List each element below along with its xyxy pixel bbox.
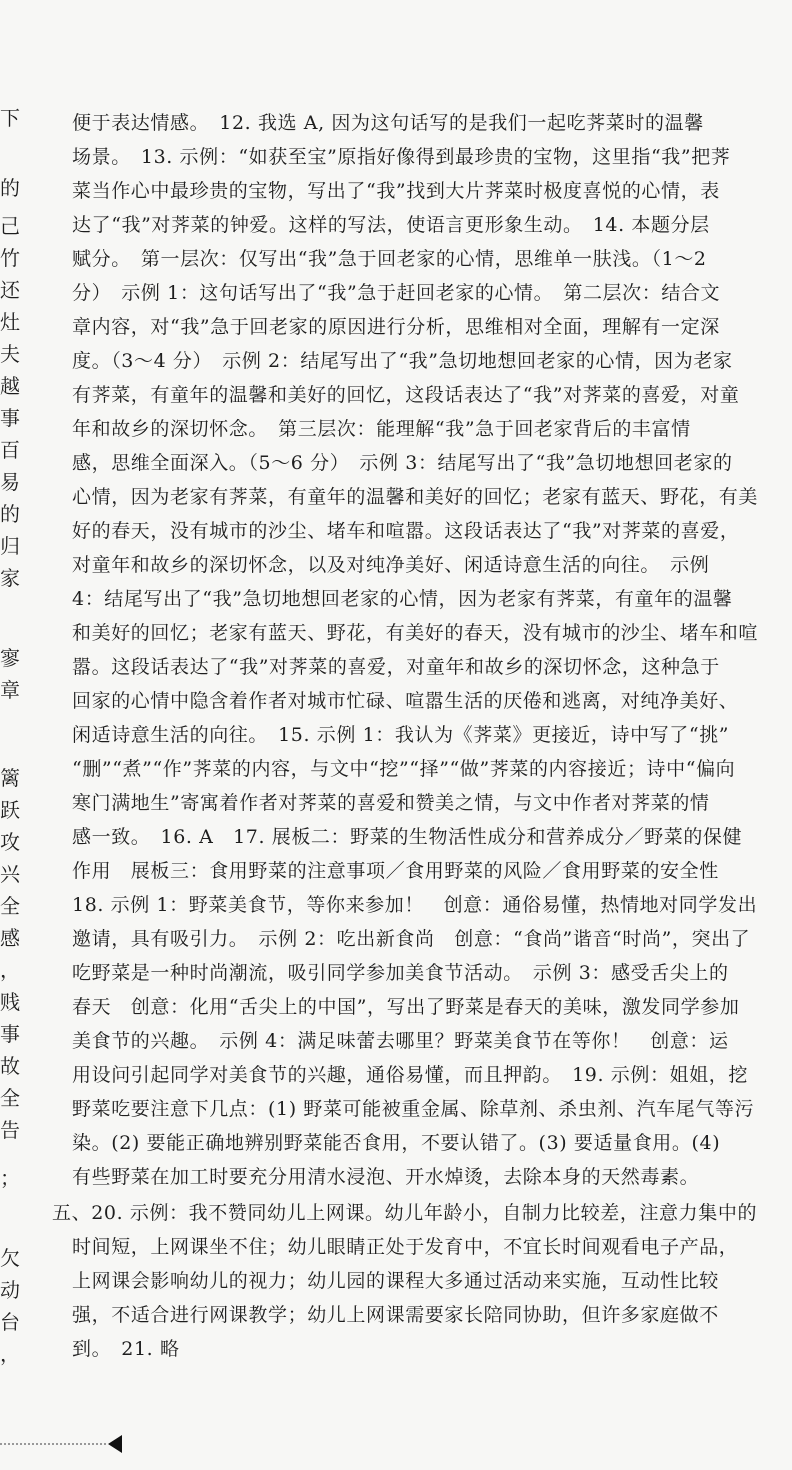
- margin-char: 跃: [0, 798, 20, 822]
- text-line: 染。(2) 要能正确地辨别野菜能否食用，不要认错了。(3) 要适量食用。(4): [72, 1132, 721, 1154]
- text-line: 感一致。 16. A 17. 展板二：野菜的生物活性成分和营养成分／野菜的保健: [72, 826, 743, 848]
- text-line: 寒门满地生”寄寓着作者对荠菜的喜爱和赞美之情，与文中作者对荠菜的情: [72, 792, 710, 814]
- text-line: 用设问引起同学对美食节的兴趣，通俗易懂，而且押韵。 19. 示例：姐姐，挖: [72, 1064, 748, 1086]
- margin-char: 故: [0, 1054, 20, 1078]
- text-line: 心情，因为老家有荠菜，有童年的温馨和美好的回忆；老家有蓝天、野花，有美: [72, 486, 759, 508]
- margin-char: ；: [0, 1166, 20, 1190]
- text-line: 闲适诗意生活的向往。 15. 示例 1：我认为《荠菜》更接近，诗中写了“挑”: [72, 724, 730, 746]
- margin-char: 己: [0, 214, 20, 238]
- margin-char: 兴: [0, 862, 20, 886]
- text-line: 感，思维全面深入。（5～6 分） 示例 3：结尾写出了“我”急切地想回老家的: [72, 452, 733, 474]
- margin-char: 攻: [0, 830, 20, 854]
- margin-char: 告: [0, 1118, 20, 1142]
- text-line: 嚣。这段话表达了“我”对荠菜的喜爱，对童年和故乡的深切怀念，这种急于: [72, 656, 720, 678]
- dotted-divider: [0, 1443, 106, 1445]
- text-line: 邀请，具有吸引力。 示例 2：吃出新食尚 创意：“食尚”谐音“时尚”，突出了: [72, 928, 751, 950]
- text-line: 有荠菜，有童年的温馨和美好的回忆，这段话表达了“我”对荠菜的喜爱，对童: [72, 384, 740, 406]
- text-line: 和美好的回忆；老家有蓝天、野花，有美好的春天，没有城市的沙尘、堵车和喧: [72, 622, 759, 644]
- text-line: 18. 示例 1：野菜美食节，等你来参加！ 创意：通俗易懂，热情地对同学发出: [72, 894, 758, 916]
- text-line: 强，不适合进行网课教学；幼儿上网课需要家长陪同协助，但许多家庭做不: [72, 1304, 719, 1326]
- margin-char: 事: [0, 406, 20, 430]
- margin-char: 易: [0, 470, 20, 494]
- text-line: 野菜吃要注意下几点：(1) 野菜可能被重金属、除草剂、杀虫剂、汽车尾气等污: [72, 1098, 755, 1120]
- margin-char: 动: [0, 1278, 20, 1302]
- text-line: 美食节的兴趣。 示例 4：满足味蕾去哪里？野菜美食节在等你！ 创意：运: [72, 1030, 729, 1052]
- text-line: 好的春天，没有城市的沙尘、堵车和喧嚣。这段话表达了“我”对荠菜的喜爱，: [72, 520, 740, 542]
- margin-char: 夫: [0, 342, 20, 366]
- margin-char: 灶: [0, 310, 20, 334]
- margin-char: 百: [0, 438, 20, 462]
- margin-char: 篱: [0, 766, 20, 790]
- margin-char: 感: [0, 926, 20, 950]
- answer-text-block: [52, 108, 792, 1368]
- text-line: 有些野菜在加工时要充分用清水浸泡、开水焯烫，去除本身的天然毒素。: [72, 1166, 700, 1188]
- margin-char: 全: [0, 1086, 20, 1110]
- text-line: 章内容，对“我”急于回老家的原因进行分析，思维相对全面，理解有一定深: [72, 316, 720, 338]
- margin-char: 竹: [0, 246, 20, 270]
- text-line: 赋分。 第一层次：仅写出“我”急于回老家的心情，思维单一肤浅。（1～2: [72, 248, 707, 270]
- text-line: 场景。 13. 示例：“如获至宝”原指好像得到最珍贵的宝物，这里指“我”把荠: [72, 146, 731, 168]
- margin-char: 家: [0, 566, 20, 590]
- margin-char: ，: [0, 958, 20, 982]
- text-line-section-five: 五、20. 示例：我不赞同幼儿上网课。幼儿年龄小，自制力比较差，注意力集中的: [52, 1202, 758, 1224]
- text-line: 对童年和故乡的深切怀念，以及对纯净美好、闲适诗意生活的向往。 示例: [72, 554, 710, 576]
- left-arrow-icon: [108, 1435, 122, 1453]
- margin-char: 贱: [0, 990, 20, 1014]
- margin-char: 全: [0, 894, 20, 918]
- text-line: 春天 创意：化用“舌尖上的中国”，写出了野菜是春天的美味，激发同学参加: [72, 996, 740, 1018]
- text-line: 上网课会影响幼儿的视力；幼儿园的课程大多通过活动来实施，互动性比较: [72, 1270, 719, 1292]
- text-line: 时间短，上网课坐不住；幼儿眼睛正处于发育中，不宜长时间观看电子产品，: [72, 1236, 739, 1258]
- left-margin-cut-text: [0, 108, 22, 1368]
- text-line: 度。（3～4 分） 示例 2：结尾写出了“我”急切地想回老家的心情，因为老家: [72, 350, 733, 372]
- text-line: 达了“我”对荠菜的钟爱。这样的写法，使语言更形象生动。 14. 本题分层: [72, 214, 710, 236]
- margin-char: 越: [0, 374, 20, 398]
- text-line: 吃野菜是一种时尚潮流，吸引同学参加美食节活动。 示例 3：感受舌尖上的: [72, 962, 729, 984]
- margin-char: ，: [0, 1342, 20, 1366]
- margin-char: 的: [0, 176, 20, 200]
- text-line: 年和故乡的深切怀念。 第三层次：能理解“我”急于回老家背后的丰富情: [72, 418, 691, 440]
- margin-char: 台: [0, 1310, 20, 1334]
- text-line: 便于表达情感。 12. 我选 A, 因为这句话写的是我们一起吃荠菜时的温馨: [72, 112, 704, 134]
- margin-char: 下: [0, 106, 20, 130]
- text-line: 菜当作心中最珍贵的宝物，写出了“我”找到大片荠菜时极度喜悦的心情，表: [72, 180, 720, 202]
- margin-char: 事: [0, 1022, 20, 1046]
- margin-char: 归: [0, 534, 20, 558]
- margin-char: 章: [0, 678, 20, 702]
- text-line: 作用 展板三：食用野菜的注意事项／食用野菜的风险／食用野菜的安全性: [72, 860, 719, 882]
- text-line: 到。 21. 略: [72, 1338, 180, 1360]
- margin-char: 欠: [0, 1246, 20, 1270]
- text-line: 4：结尾写出了“我”急切地想回老家的心情，因为老家有荠菜，有童年的温馨: [72, 588, 733, 610]
- margin-char: 还: [0, 278, 20, 302]
- text-line: “删”“煮”“作”荠菜的内容，与文中“挖”“择”“做”荠菜的内容接近；诗中“偏向: [72, 758, 736, 780]
- text-line: 分） 示例 1：这句话写出了“我”急于赶回老家的心情。 第二层次：结合文: [72, 282, 721, 304]
- margin-char: 寥: [0, 646, 20, 670]
- text-line: 回家的心情中隐含着作者对城市忙碌、喧嚣生活的厌倦和逃离，对纯净美好、: [72, 690, 739, 712]
- margin-char: 的: [0, 502, 20, 526]
